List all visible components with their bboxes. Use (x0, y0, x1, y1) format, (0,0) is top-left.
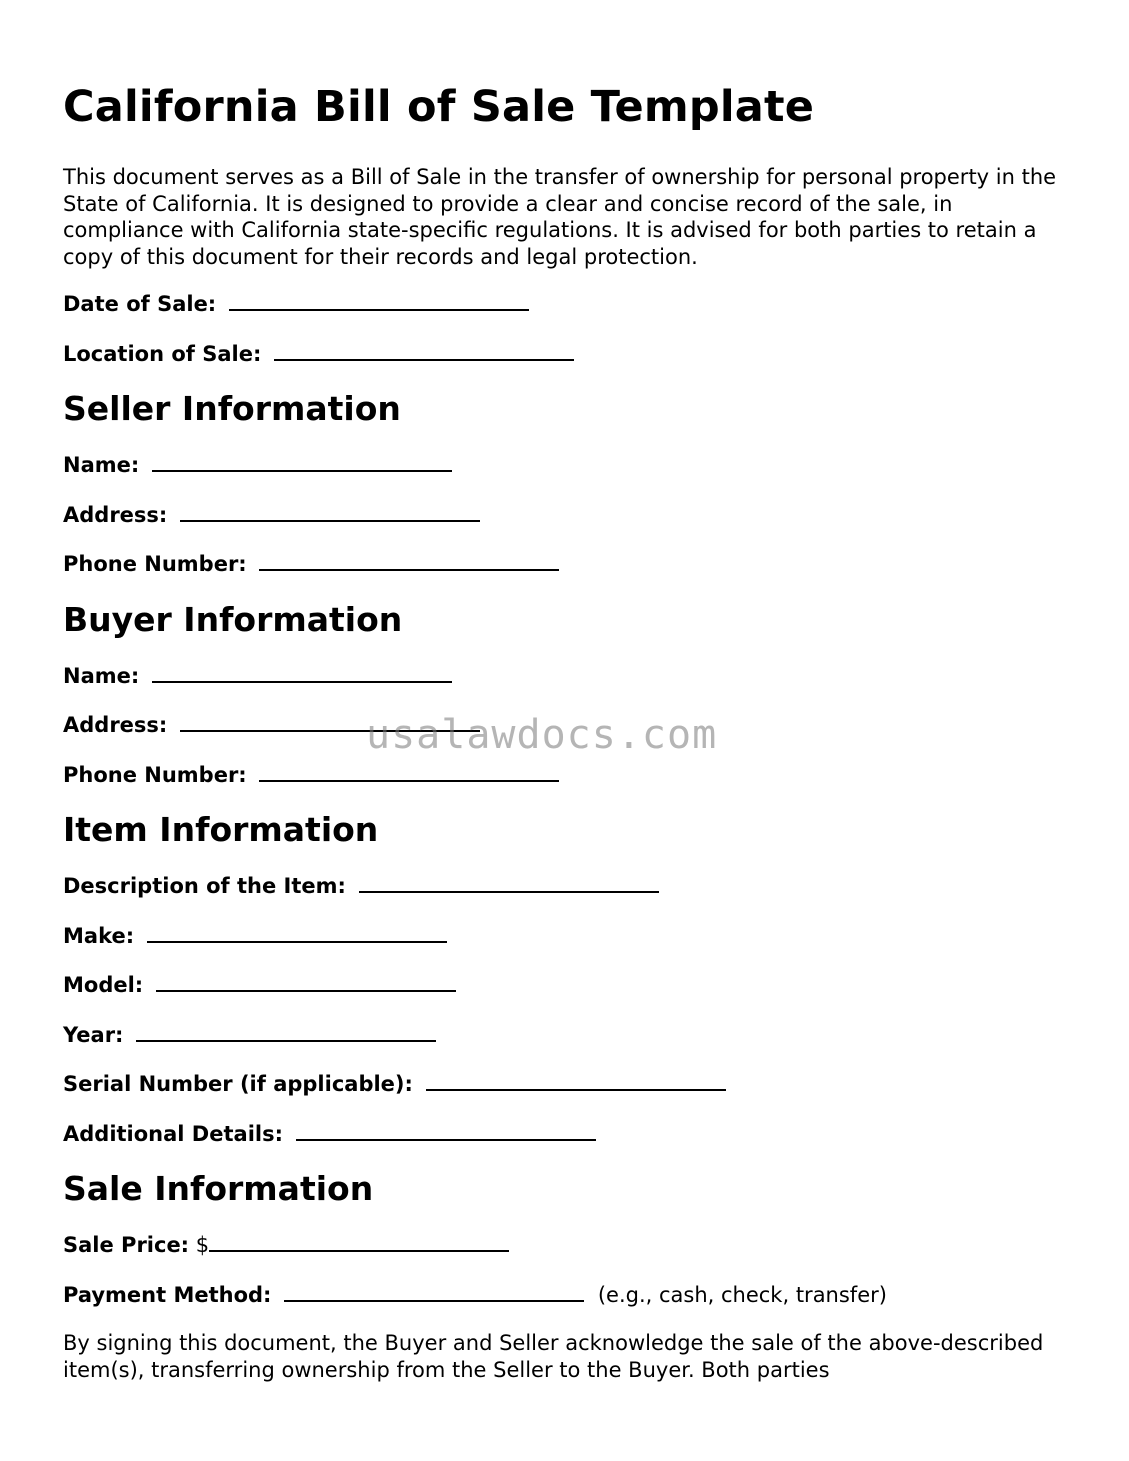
item-year-field (63, 1021, 1073, 1048)
item-make-blank[interactable] (147, 922, 447, 943)
date-of-sale-blank[interactable] (229, 290, 529, 311)
item-make-field (63, 922, 1073, 949)
sale-price-field (63, 1231, 1073, 1258)
item-year-blank[interactable] (136, 1021, 436, 1042)
item-serial-blank[interactable] (426, 1070, 726, 1091)
sale-price-label: Sale Price: (63, 1233, 190, 1257)
seller-phone-field (63, 550, 1073, 577)
payment-method-field (63, 1281, 1073, 1308)
seller-address-label: Address: (63, 502, 168, 527)
payment-method-hint: (e.g., cash, check, transfer) (597, 1282, 887, 1307)
seller-address-blank[interactable] (180, 501, 480, 522)
seller-phone-blank[interactable] (259, 550, 559, 571)
location-of-sale-label: Location of Sale: (63, 341, 262, 366)
seller-name-field (63, 451, 1073, 478)
item-model-blank[interactable] (156, 971, 456, 992)
currency-symbol: $ (195, 1233, 210, 1257)
seller-name-label: Name: (63, 453, 140, 477)
item-model-label: Model: (63, 973, 144, 997)
date-of-sale-label: Date of Sale: (63, 292, 217, 316)
item-details-label: Additional Details: (63, 1121, 283, 1146)
location-of-sale-field (63, 340, 1073, 367)
item-heading: Item Information (63, 810, 379, 849)
item-description-label: Description of the Item: (63, 874, 346, 898)
payment-method-blank[interactable] (284, 1281, 584, 1302)
seller-phone-label: Phone Number: (63, 552, 247, 576)
seller-name-blank[interactable] (152, 451, 452, 472)
closing-paragraph: By signing this document, the Buyer and Seller acknowledge the sale of the above-described item(s), transferring ownership from the Seller to the Buyer. Both parties (63, 1331, 1044, 1382)
item-details-field (63, 1120, 1073, 1147)
item-serial-label: Serial Number (if applicable): (63, 1072, 413, 1096)
date-of-sale-field (63, 290, 1073, 317)
item-details-blank[interactable] (296, 1120, 596, 1141)
buyer-phone-label: Phone Number: (63, 762, 247, 787)
item-serial-field (63, 1070, 1073, 1097)
buyer-name-field (63, 662, 1073, 689)
item-make-label: Make: (63, 923, 135, 948)
item-model-field (63, 971, 1073, 998)
seller-address-field (63, 501, 1073, 528)
buyer-heading: Buyer Information (63, 599, 403, 639)
payment-method-label: Payment Method: (63, 1282, 272, 1307)
document-title: California Bill of Sale Template (63, 82, 815, 132)
buyer-name-blank[interactable] (152, 662, 452, 683)
sale-heading: Sale Information (63, 1169, 374, 1208)
buyer-phone-blank[interactable] (259, 761, 559, 782)
item-description-blank[interactable] (359, 872, 659, 893)
watermark-text: usalawdocs.com (366, 712, 718, 758)
buyer-name-label: Name: (63, 663, 140, 688)
buyer-address-label: Address: (63, 713, 168, 737)
item-year-label: Year: (63, 1022, 124, 1047)
intro-paragraph: This document serves as a Bill of Sale in the transfer of ownership for personal property in the State of California. It is designed to provide a clear and concise record of the sale, in compliance with California state-specific regulations. It is advised for both parties to retain a copy of this document for their records and legal protection. (63, 165, 1057, 269)
location-of-sale-blank[interactable] (274, 340, 574, 361)
seller-heading: Seller Information (63, 389, 401, 428)
item-description-field (63, 872, 1073, 899)
buyer-phone-field (63, 761, 1073, 788)
sale-price-blank[interactable] (209, 1231, 509, 1252)
